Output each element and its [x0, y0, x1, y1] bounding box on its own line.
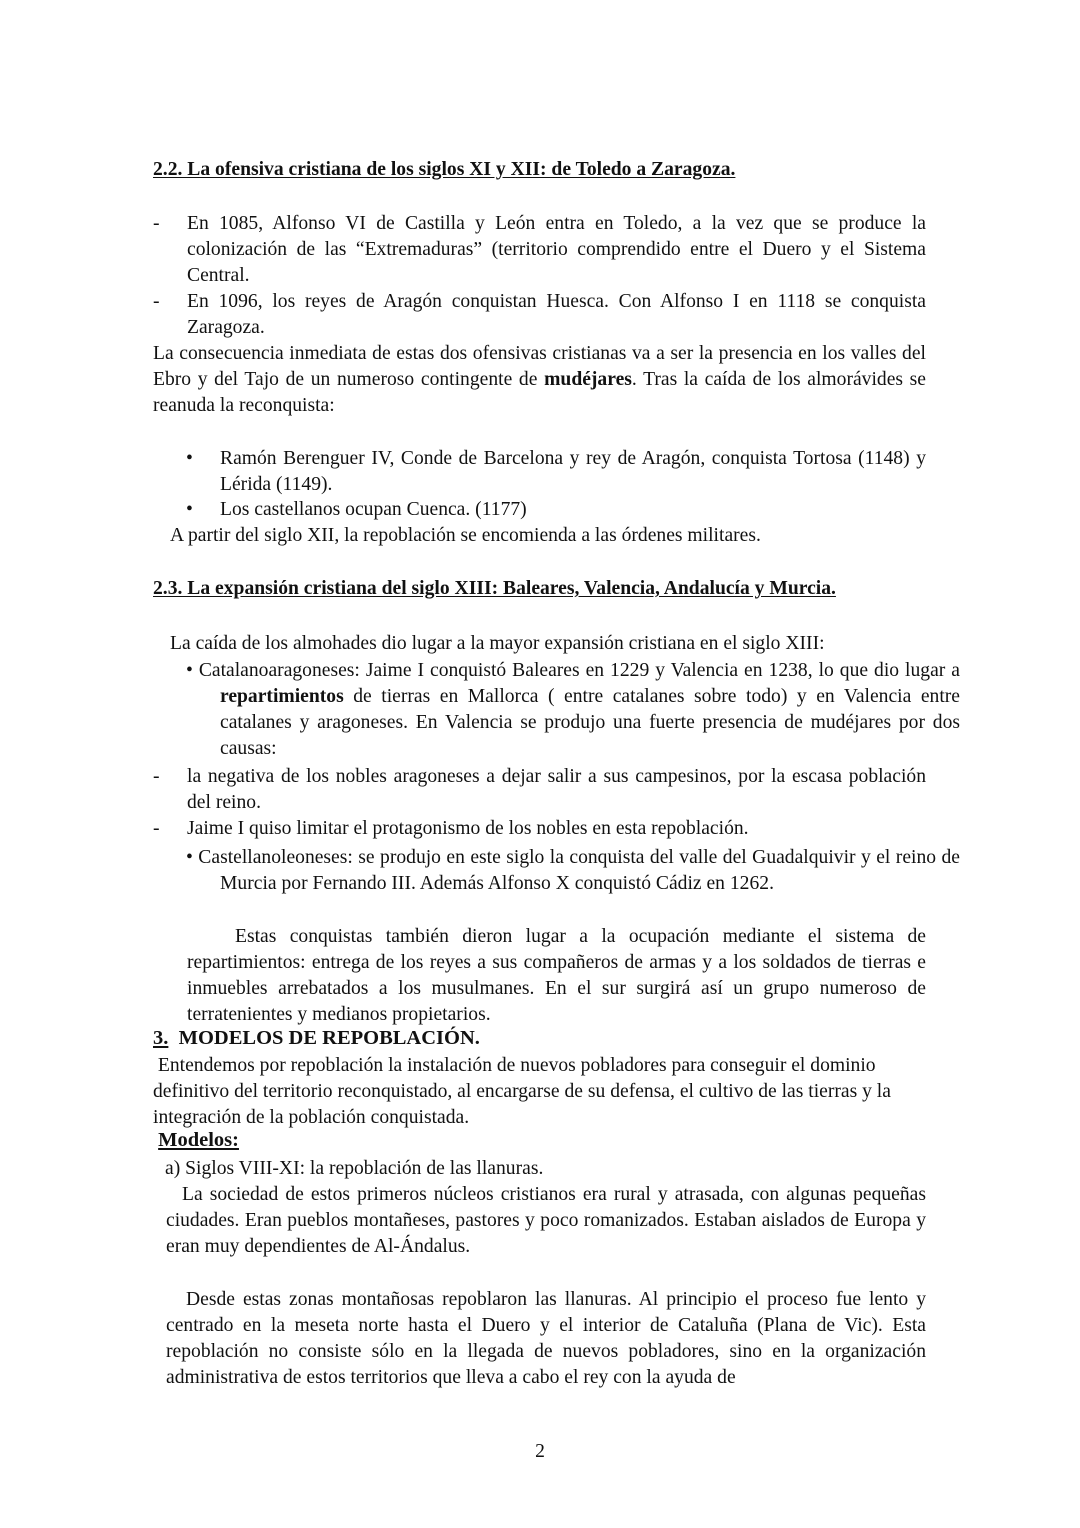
- section-3-heading: [153, 1026, 480, 1052]
- catalanoaragoneses-paragraph: • Catalanoaragoneses: Jaime I conquistó Baleares en 1229 y Valencia en 1238, lo que dio lugar a repartimientos de tierras en Mallorca ( entre catalanes sobre todo) y en Valencia entre catalanes y aragoneses. En Valencia se produjo una fuerte presencia de mudéjares por dos causas:: [186, 660, 961, 759]
- repartimientos-term: repartimientos: [220, 685, 344, 707]
- almohad-intro: La caída de los almohades dio lugar a la mayor expansión cristiana en el siglo XIII:: [170, 633, 825, 654]
- bullet-item: Ramón Berenguer IV, Conde de Barcelona y rey de Aragón, conquista Tortosa (1148) y Lérida (1149).: [220, 448, 926, 495]
- models-label: Modelos:: [158, 1129, 239, 1151]
- section-3-title: MODELOS DE REPOBLACIÓN.: [178, 1027, 480, 1049]
- consequence-paragraph: La consecuencia inmediata de estas dos ofensivas cristianas va a ser la presencia en los valles del Ebro y del Tajo de un numeroso contingente de mudéjares. Tras la caída de los almorávides se reanuda la reconquista:: [153, 343, 926, 416]
- repopulation-definition: Entendemos por repoblación la instalación de nuevos pobladores para conseguir el dominio definitivo del territorio reconquistado, al encargarse de su defensa, el cultivo de las tierras y la integración de la población conquistada.: [153, 1055, 891, 1128]
- bullet-item: Los castellanos ocupan Cuenca. (1177): [220, 499, 527, 520]
- society-paragraph: La sociedad de estos primeros núcleos cristianos era rural y atrasada, con algunas pequeñas ciudades. Eran pueblos montañeses, pastores y poco romanizados. Estaban aislados de Europa y eran muy dependientes de Al-Ándalus.: [166, 1184, 926, 1257]
- section-3-number: 3.: [153, 1027, 169, 1049]
- cause-item: Jaime I quiso limitar el protagonismo de los nobles en esta repoblación.: [187, 818, 749, 839]
- section-2-2-heading: 2.2. La ofensiva cristiana de los siglos XI y XII: de Toledo a Zaragoza.: [153, 159, 736, 180]
- castellanoleoneses-paragraph: • Castellanoleoneses: se produjo en este siglo la conquista del valle del Guadalquivir y el reino de Murcia por Fernando III. Además Alfonso X conquistó Cádiz en 1262.: [186, 847, 960, 894]
- dash-marker: -: [153, 766, 160, 787]
- dash-item: En 1085, Alfonso VI de Castilla y León entra en Toledo, a la vez que se produce la colonización de las “Extremaduras” (territorio comprendido entre el Duero y el Sistema Central.: [187, 213, 926, 286]
- bullet-marker: •: [186, 448, 193, 469]
- mudejares-term: mudéjares: [544, 368, 632, 390]
- page-number: 2: [535, 1441, 545, 1462]
- section-2-3-heading: 2.3. La expansión cristiana del siglo XIII: Baleares, Valencia, Andalucía y Murcia.: [153, 578, 836, 599]
- repartimientos-paragraph: Estas conquistas también dieron lugar a la ocupación mediante el sistema de repartimientos: entrega de los reyes a sus compañeros de armas y a los soldados de tierras e inmuebles arrebatados a los musulmanes. En el sur surgirá así un grupo numeroso de terratenientes y medianos propietarios.: [187, 926, 926, 1025]
- bullet-marker: •: [186, 499, 193, 520]
- model-a-item: a) Siglos VIII-XI: la repoblación de las llanuras.: [165, 1158, 544, 1179]
- dash-item: En 1096, los reyes de Aragón conquistan Huesca. Con Alfonso I en 1118 se conquista Zaragoza.: [187, 291, 926, 338]
- dash-marker: -: [153, 818, 160, 839]
- military-orders-paragraph: A partir del siglo XII, la repoblación se encomienda a las órdenes militares.: [170, 525, 761, 546]
- dash-marker: -: [153, 213, 160, 234]
- cause-item: la negativa de los nobles aragoneses a dejar salir a sus campesinos, por la escasa población del reino.: [187, 766, 926, 813]
- dash-marker: -: [153, 291, 160, 312]
- plains-paragraph: Desde estas zonas montañosas repoblaron las llanuras. Al principio el proceso fue lento y centrado en la meseta norte hasta el Duero y el interior de Cataluña (Plana de Vic). Esta repoblación no consiste sólo en la llegada de nuevos pobladores, sino en la organización administrativa de estos territorios que lleva a cabo el rey con la ayuda de: [166, 1289, 926, 1388]
